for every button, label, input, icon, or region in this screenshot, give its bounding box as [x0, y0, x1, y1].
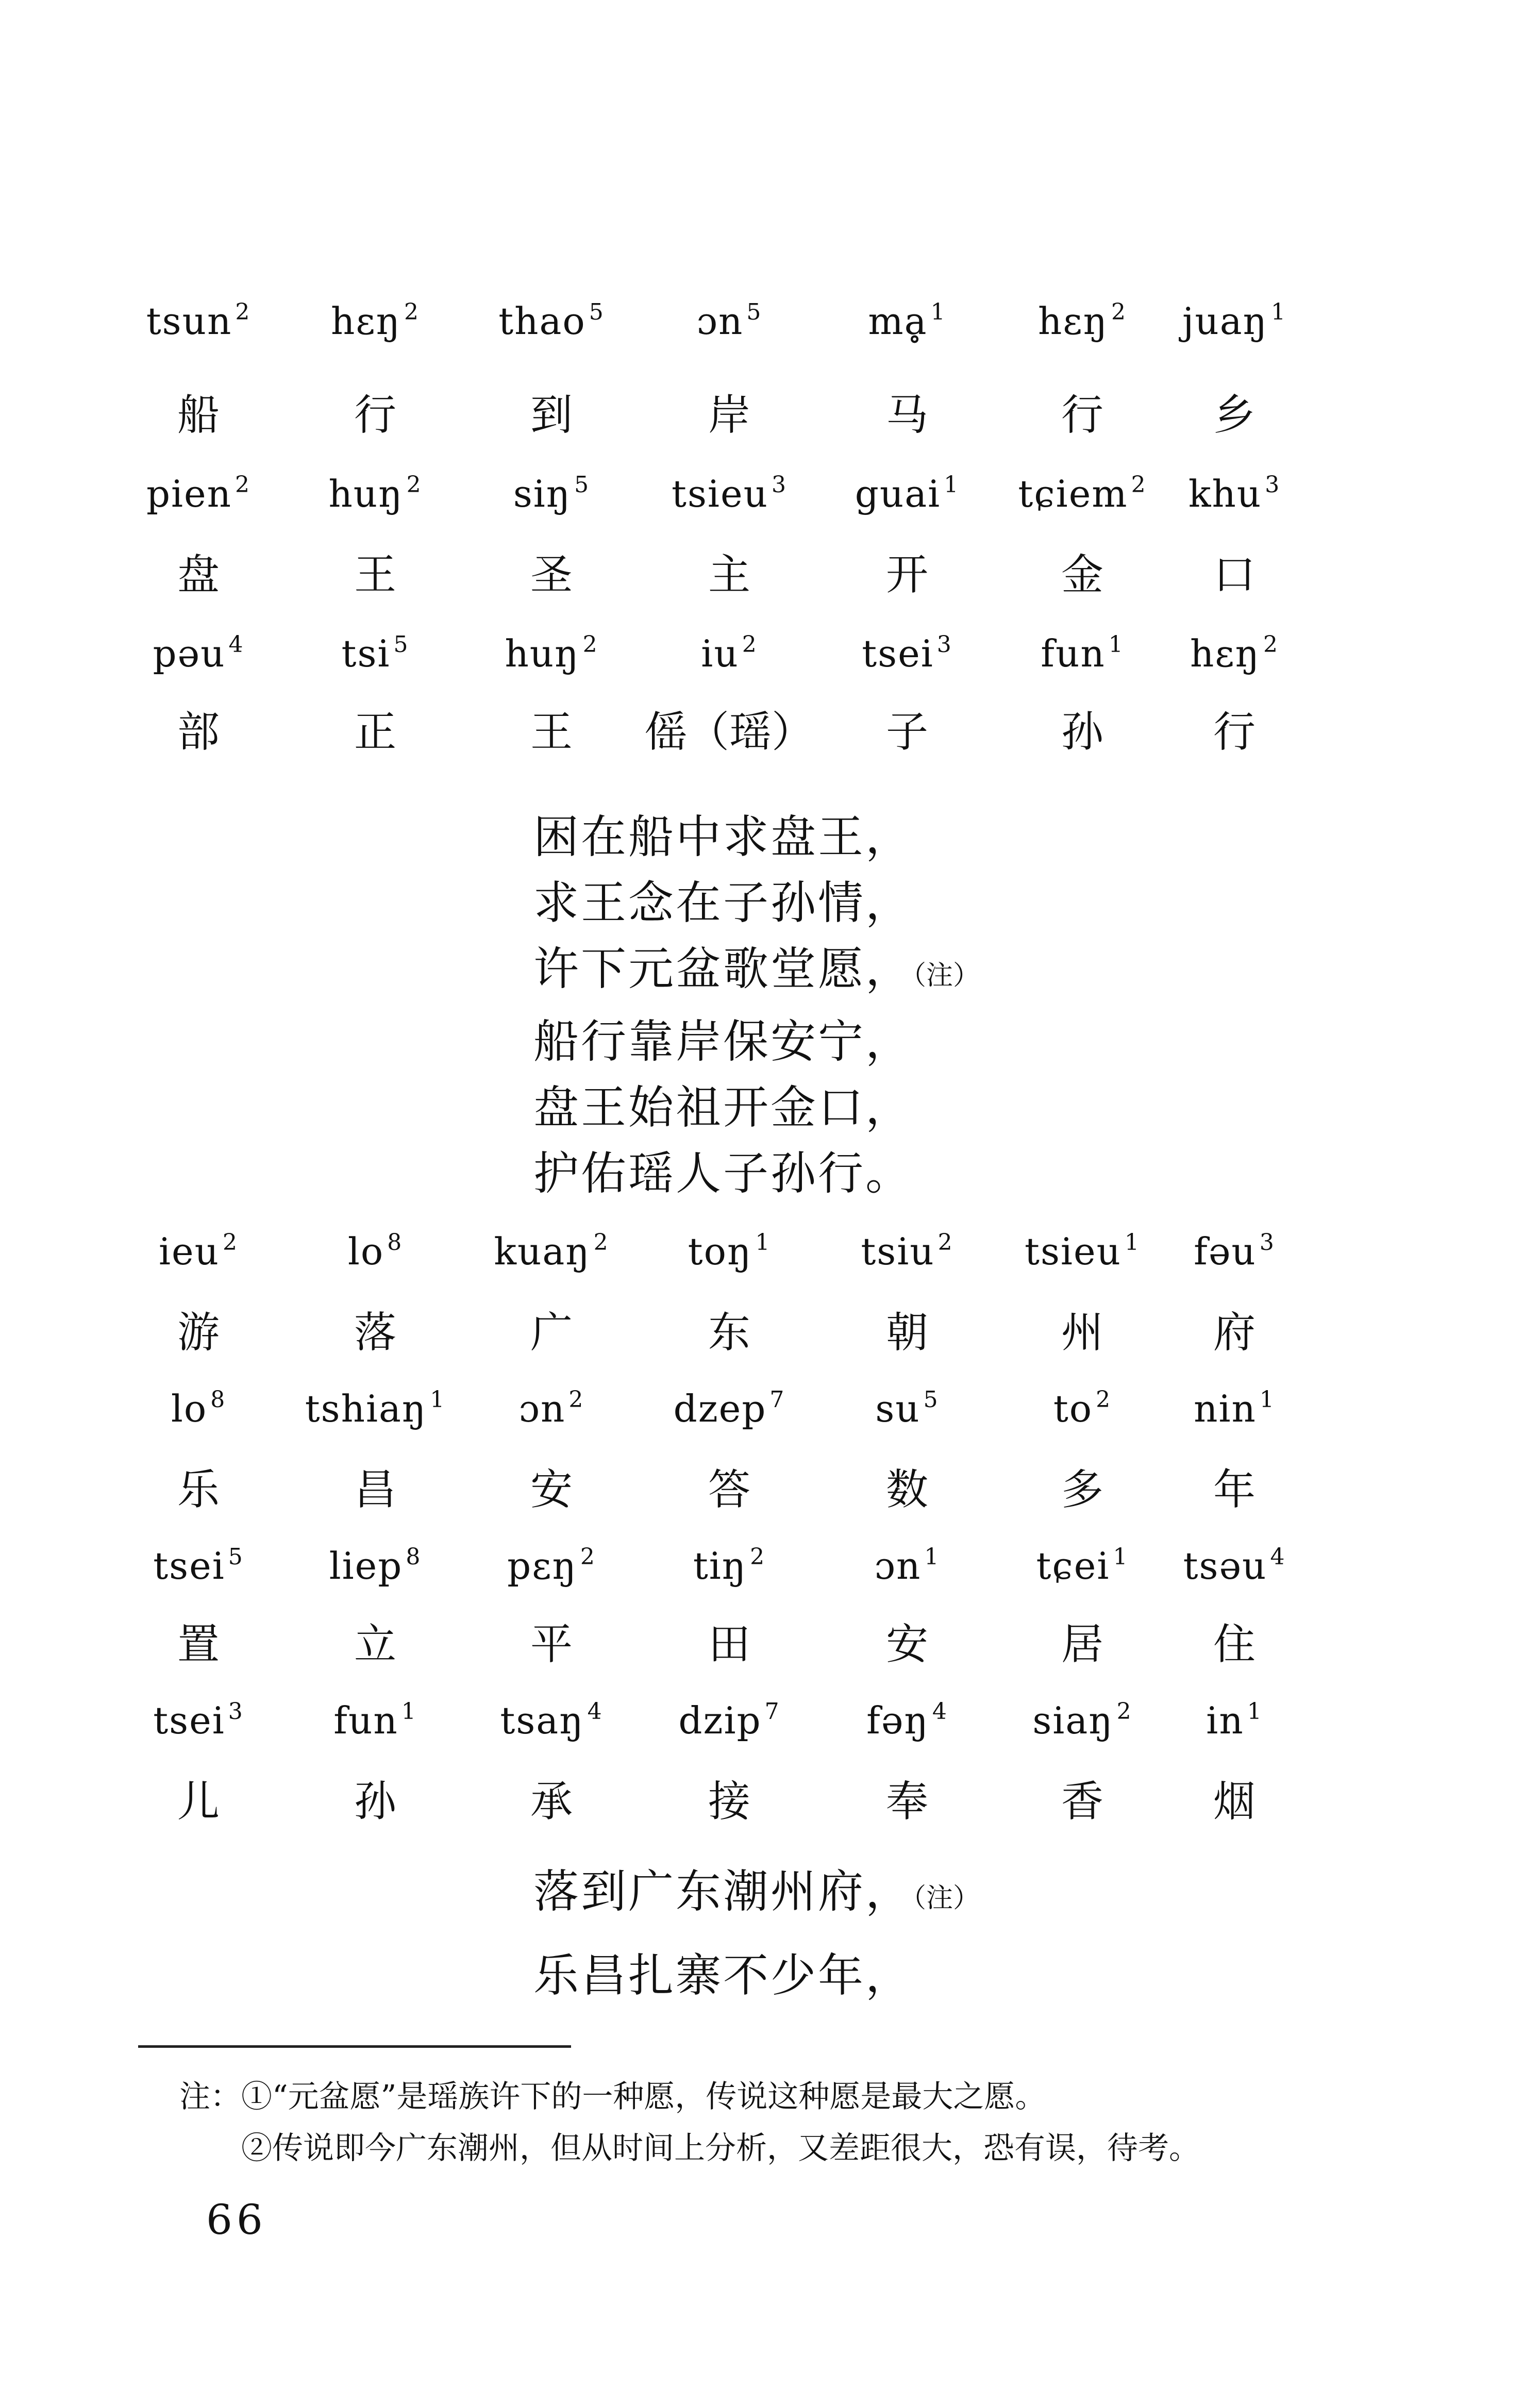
- romanization-line: [0, 1544, 1540, 1621]
- character: 正: [354, 708, 396, 757]
- romanization-line: [0, 299, 1540, 376]
- syllable: ɔn $^1$: [874, 1544, 940, 1588]
- syllable: iu $^2$: [701, 631, 758, 675]
- character: 落: [354, 1308, 396, 1357]
- character-line: [0, 1456, 1540, 1533]
- romanization-line: [0, 631, 1540, 709]
- verse-line: 护佑瑶人子孙行。: [533, 1147, 913, 1200]
- syllable: guai $^1$: [855, 472, 960, 515]
- verse-line: 困在船中求盘王，: [533, 810, 913, 863]
- syllable: tshiaŋ $^1$: [305, 1387, 446, 1430]
- syllable: hɛŋ $^2$: [1037, 299, 1127, 343]
- character: 安: [530, 1465, 573, 1514]
- syllable: tsəu $^4$: [1183, 1544, 1286, 1588]
- character: 儿: [177, 1777, 220, 1826]
- syllable: fun $^1$: [333, 1698, 417, 1742]
- character: 盘: [177, 550, 220, 599]
- character-line: [0, 698, 1540, 776]
- character: 答: [708, 1465, 750, 1514]
- character: 州: [1061, 1308, 1103, 1357]
- syllable: siaŋ $^2$: [1032, 1698, 1132, 1742]
- syllable: pien $^2$: [146, 472, 251, 515]
- syllable: tsei $^3$: [153, 1698, 244, 1742]
- romanization-line: [0, 1229, 1540, 1307]
- character: 孙: [354, 1777, 396, 1826]
- syllable: mḁ $^1$: [868, 299, 946, 343]
- character: 香: [1061, 1777, 1103, 1826]
- verse-line: 许下元盆歌堂愿，（注）: [533, 942, 980, 995]
- character: 乐: [177, 1465, 220, 1514]
- character: 承: [530, 1777, 573, 1826]
- character: 平: [530, 1620, 573, 1669]
- character: 孙: [1061, 708, 1103, 757]
- character: 游: [177, 1308, 220, 1357]
- footnote-1: 注：①“元盆愿”是瑶族许下的一种愿，传说这种愿是最大之愿。: [179, 2079, 1046, 2115]
- syllable: ɔn $^2$: [518, 1387, 584, 1430]
- syllable: tsieu $^3$: [672, 472, 787, 515]
- character: 接: [708, 1777, 750, 1826]
- verse-line: 乐昌扎寨不少年，: [533, 1949, 913, 2002]
- character: 安: [885, 1620, 928, 1669]
- romanization-line: [0, 1698, 1540, 1776]
- verse-translation: [533, 1853, 980, 2014]
- romanization-line: [0, 472, 1540, 549]
- syllable: lo $^8$: [171, 1387, 226, 1430]
- syllable: pəu $^4$: [153, 631, 244, 675]
- character: 王: [530, 708, 573, 757]
- syllable: in $^1$: [1206, 1698, 1263, 1742]
- syllable: hɛŋ $^2$: [330, 299, 420, 343]
- character: 傜（瑶）: [644, 708, 814, 757]
- syllable: pɛŋ $^2$: [507, 1544, 596, 1588]
- verse-line: 求王念在子孙情，: [533, 876, 913, 929]
- syllable: khu $^3$: [1188, 472, 1281, 515]
- character: 田: [708, 1620, 750, 1669]
- character: 置: [177, 1620, 220, 1669]
- syllable: to $^2$: [1053, 1387, 1112, 1430]
- character-line: [0, 1299, 1540, 1376]
- footnote-2: ②传说即今广东潮州，但从时间上分析，又差距很大，恐有误，待考。: [241, 2130, 1200, 2166]
- syllable: dzip $^7$: [678, 1698, 780, 1742]
- syllable: hɛŋ $^2$: [1190, 631, 1279, 675]
- syllable: su $^5$: [875, 1387, 939, 1430]
- character: 部: [177, 708, 220, 757]
- character: 烟: [1213, 1777, 1256, 1826]
- syllable: huŋ $^2$: [328, 472, 422, 515]
- character-line: [0, 1768, 1540, 1845]
- character: 岸: [708, 391, 750, 440]
- syllable: tsun $^2$: [146, 299, 251, 343]
- syllable: siŋ $^5$: [513, 472, 590, 515]
- character: 行: [1213, 708, 1256, 757]
- syllable: nin $^1$: [1194, 1387, 1275, 1430]
- character: 奉: [885, 1777, 928, 1826]
- syllable: tiŋ $^2$: [693, 1544, 766, 1588]
- syllable: toŋ $^1$: [688, 1229, 771, 1273]
- character: 住: [1213, 1620, 1256, 1669]
- character: 马: [885, 391, 928, 440]
- syllable: huŋ $^2$: [505, 631, 598, 675]
- character: 府: [1213, 1308, 1256, 1357]
- syllable: thao $^5$: [498, 299, 605, 343]
- character: 圣: [530, 550, 573, 599]
- character: 行: [1061, 391, 1103, 440]
- syllable: tsei $^3$: [862, 631, 952, 675]
- character: 数: [885, 1465, 928, 1514]
- character: 立: [354, 1620, 396, 1669]
- note-marker: （注）: [913, 1883, 980, 1914]
- syllable: ɔn $^5$: [696, 299, 762, 343]
- note-marker: （注）: [913, 960, 980, 991]
- character: 王: [354, 550, 396, 599]
- syllable: tɕiem $^2$: [1018, 472, 1147, 515]
- syllable: liep $^8$: [329, 1544, 422, 1588]
- footnote-rule: [138, 2045, 571, 2048]
- character: 居: [1061, 1620, 1103, 1669]
- character: 昌: [354, 1465, 396, 1514]
- character: 开: [885, 550, 928, 599]
- character: 朝: [885, 1308, 928, 1357]
- syllable: tsieu $^1$: [1025, 1229, 1140, 1273]
- character: 东: [708, 1308, 750, 1357]
- syllable: tsei $^5$: [153, 1544, 244, 1588]
- verse-translation: [533, 804, 980, 1207]
- character: 多: [1061, 1465, 1103, 1514]
- verse-line: 落到广东潮州府，（注）: [533, 1865, 980, 1918]
- character: 口: [1213, 550, 1256, 599]
- syllable: dzep $^7$: [673, 1387, 785, 1430]
- syllable: ieu $^2$: [158, 1229, 238, 1273]
- character: 广: [530, 1308, 573, 1357]
- character: 乡: [1213, 391, 1256, 440]
- syllable: kuaŋ $^2$: [494, 1229, 609, 1273]
- character: 子: [885, 708, 928, 757]
- page-number: 66: [206, 2196, 267, 2244]
- verse-line: 盘王始祖开金口，: [533, 1081, 913, 1134]
- syllable: tsi $^5$: [341, 631, 409, 675]
- syllable: tsiu $^2$: [861, 1229, 953, 1273]
- character: 主: [708, 550, 750, 599]
- footnote-label: 注：: [179, 2079, 241, 2115]
- syllable: fəu $^3$: [1194, 1229, 1275, 1273]
- romanization-line: [0, 1387, 1540, 1464]
- character: 年: [1213, 1465, 1256, 1514]
- character: 到: [530, 391, 573, 440]
- character: 船: [177, 391, 220, 440]
- character: 金: [1061, 550, 1103, 599]
- syllable: juaŋ $^1$: [1182, 299, 1286, 343]
- verse-line: 船行靠岸保安宁，: [533, 1015, 913, 1068]
- syllable: tsaŋ $^4$: [500, 1698, 603, 1742]
- syllable: fun $^1$: [1041, 631, 1124, 675]
- character-line: [0, 541, 1540, 619]
- syllable: lo $^8$: [347, 1229, 403, 1273]
- character: 行: [354, 391, 396, 440]
- syllable: fəŋ $^4$: [866, 1698, 948, 1742]
- syllable: tɕei $^1$: [1036, 1544, 1129, 1588]
- character-line: [0, 1611, 1540, 1688]
- character-line: [0, 381, 1540, 459]
